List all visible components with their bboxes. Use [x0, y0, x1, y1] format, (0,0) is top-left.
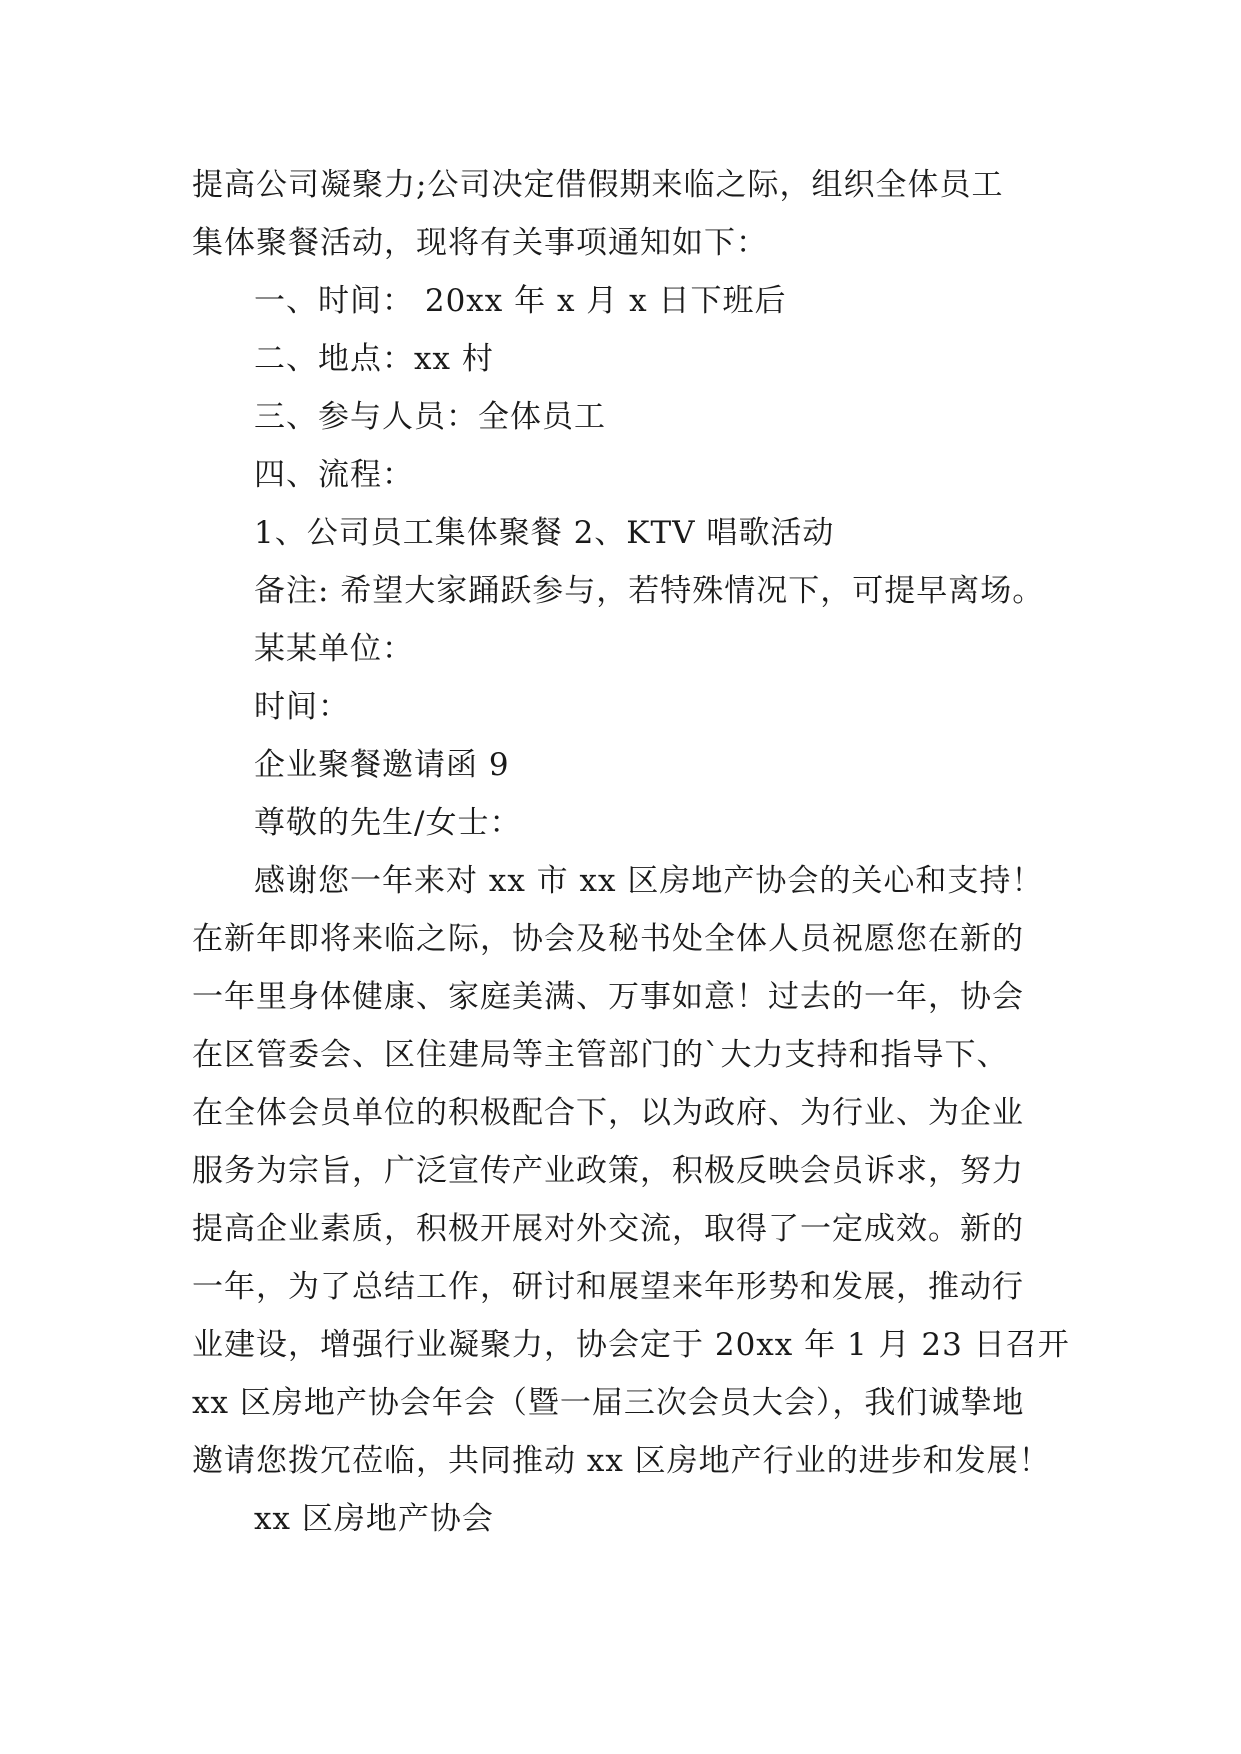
signature-time: 时间： — [254, 689, 350, 725]
paragraph-line: 集体聚餐活动，现将有关事项通知如下： — [192, 225, 768, 261]
notice-item-participants: 三、参与人员：全体员工 — [254, 399, 606, 435]
paragraph-line: 在新年即将来临之际，协会及秘书处全体人员祝愿您在新的 — [192, 921, 1024, 957]
signature-organization: xx 区房地产协会 — [254, 1501, 494, 1537]
paragraph-line: 业建设，增强行业凝聚力，协会定于 20xx 年 1 月 23 日召开 — [192, 1327, 1070, 1363]
notice-item-process: 四、流程： — [254, 457, 414, 493]
paragraph-line: 在全体会员单位的积极配合下，以为政府、为行业、为企业 — [192, 1095, 1024, 1131]
section-heading: 企业聚餐邀请函 9 — [254, 747, 510, 783]
paragraph-line: 一年里身体健康、家庭美满、万事如意！过去的一年，协会 — [192, 979, 1024, 1015]
process-steps: 1、公司员工集体聚餐 2、KTV 唱歌活动 — [254, 515, 835, 551]
paragraph-line: xx 区房地产协会年会（暨一届三次会员大会），我们诚挚地 — [192, 1385, 1025, 1421]
paragraph-line: 感谢您一年来对 xx 市 xx 区房地产协会的关心和支持！ — [254, 863, 1044, 899]
notice-item-place: 二、地点：xx 村 — [254, 341, 494, 377]
signature-unit: 某某单位： — [254, 631, 414, 667]
notice-item-time: 一、时间： 20xx 年 x 月 x 日下班后 — [254, 283, 787, 319]
paragraph-line: 提高公司凝聚力;公司决定借假期来临之际，组织全体员工 — [192, 167, 1004, 203]
paragraph-line: 邀请您拨冗莅临，共同推动 xx 区房地产行业的进步和发展！ — [192, 1443, 1051, 1479]
salutation: 尊敬的先生/女士： — [254, 805, 522, 841]
remark-line: 备注: 希望大家踊跃参与，若特殊情况下，可提早离场。 — [254, 573, 1045, 609]
paragraph-line: 服务为宗旨，广泛宣传产业政策，积极反映会员诉求，努力 — [192, 1153, 1024, 1189]
paragraph-line: 一年，为了总结工作，研讨和展望来年形势和发展，推动行 — [192, 1269, 1024, 1305]
paragraph-line: 在区管委会、区住建局等主管部门的`大力支持和指导下、 — [192, 1037, 1009, 1073]
paragraph-line: 提高企业素质，积极开展对外交流，取得了一定成效。新的 — [192, 1211, 1024, 1247]
